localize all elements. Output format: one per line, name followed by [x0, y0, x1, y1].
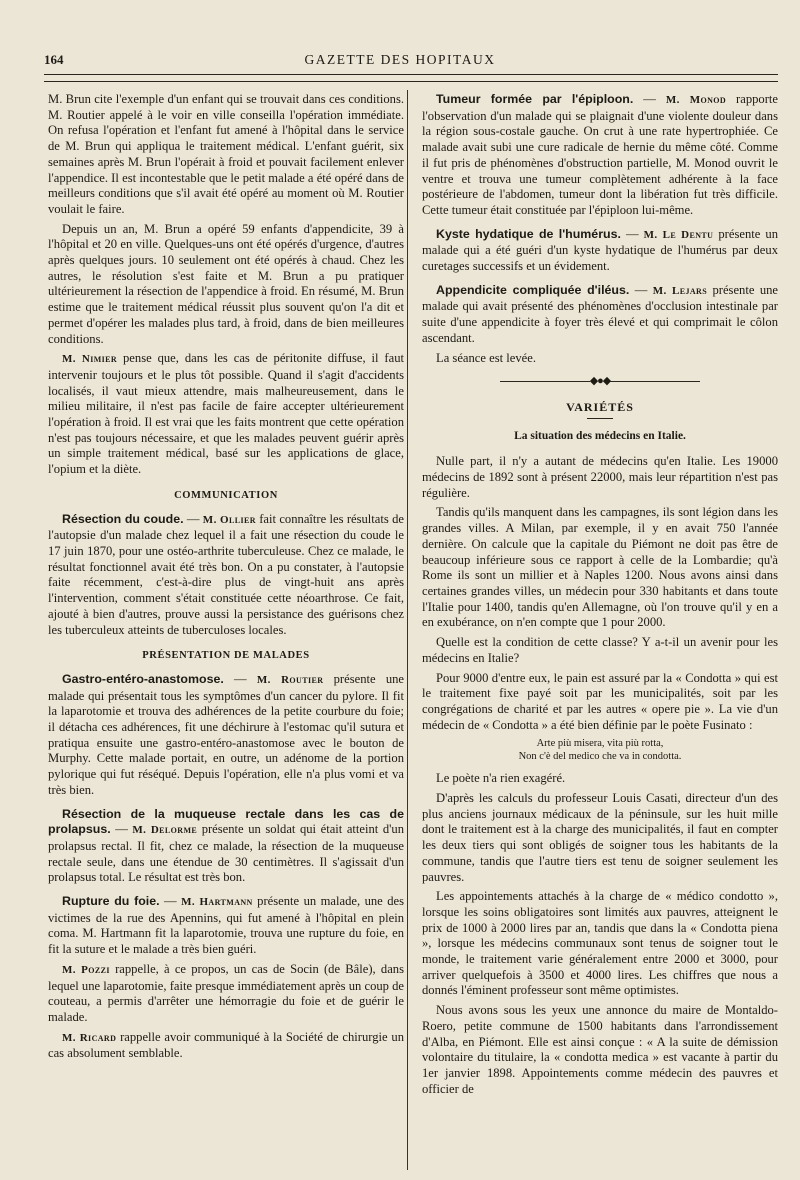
section-heading-communication: COMMUNICATION — [174, 489, 278, 501]
paragraph: Kyste hydatique de l'humérus. — M. Le Dentu présente un malade qui a été guéri d'un kyste hydatique de l'humérus par deux curetages successifs et un évidement. — [422, 226, 778, 274]
paragraph — [48, 1030, 404, 1062]
paragraph: Nous avons sous les yeux une annonce du maire de Montaldo-Roero, petite commune de 1500 habitants dans l'arrondissement d'Alba, en Piémont. Elle est ainsi conçue : « A la suite de démission volontaire du titulaire, la « condotta medica » est vacante à partir du 1er janvier 1898. Appointements comme médecin des pauvres et officier de — [422, 1003, 778, 1096]
paragraph: Depuis un an, M. Brun a opéré 59 enfants d'appendicite, 39 à l'hôpital et 20 en ville. Quelques-uns ont été opérés d'urgence, d'autres après quelques jours. 10 seulement ont été opérés à chaud. Chez les autres, le résolution s'est faite et M. Brun a pu pratiquer ultérieurement la résection de l'appendice à froid. En résumé, M. Brun estime que le traitement médical réussit plus souvent qu'on l'a dit et permet d'opérer les malades plus tard, à froid, dans de bien meilleures conditions. — [48, 221, 404, 346]
item-title: Kyste hydatique de l'humérus. — [436, 226, 621, 241]
speaker-name: M. Routier — [256, 673, 324, 686]
right-column — [422, 92, 778, 1101]
speaker-name: M. Lejars — [652, 284, 708, 297]
paragraph-text: rapporte l'observation d'un malade qui se plaignait d'une violente douleur dans la région sous-costale gauche. On crut à une rate hypertrophiée. Ce malade avait subi une cure radicale de hernie du même côté. Comme il fut pris de phénomènes d'obstruction partielle, M. Monod ouvrit le ventre et trouva une tumeur complètement adhérente à la face postérieure de l'abdomen, tumeur dont la libération fut très difficile. Cette tumeur était constituée par l'épiploon lui-même. — [422, 92, 779, 217]
paragraph: Nulle part, il n'y a autant de médecins qu'en Italie. Les 19000 médecins de 1892 sont à présent 22000, mais leur répartition n'est pas régulière. — [422, 454, 778, 500]
paragraph-text: rappelle avoir communiqué à la Société de chirurgie un cas absolument semblable. — [48, 1029, 404, 1061]
paragraph: Résection du coude. — M. Ollier fait connaître les résultats de l'autopsie d'un malade chez lequel il a fait une résection du coude le 17 juin 1870, pour une ostéo-arthrite tuberculeuse. Chez ce malade, le résultat fonctionnel avait été très bon. On a pu constater, à l'autopsie faite récemment, c'est-à-dire plus de vingt-huit ans après l'intervention, comment s'était constituée cette néoarthrose. Ce fait, ajouté à bien d'autres, prouve aussi la persistance des guérisons chez les tuberculeux atteints de tuberculoses locales. — [48, 511, 405, 637]
paragraph-text: présente une malade qui présentait tous les symptômes d'un cancer du pylore. Il fit la laparotomie et trouva des adhérences de la petite courbure du foie; il détacha ces adhérences, fit une déchirure à l'estomac qu'il sutura et pratiqua ensuite une gastro-entéro-anastomose avec le bouton de Murphy. Cette malade portait, en outre, un adénome de la portion pylorique qui fut réséqué. Depuis l'opération, elle n'a plus vomi et va très bien. — [48, 671, 404, 797]
speaker-name: M. Ollier — [202, 513, 256, 526]
speaker-name: M. Delorme — [132, 824, 198, 837]
article-subtitle: La situation des médecins en Italie. — [514, 429, 686, 442]
paragraph-text: rappelle, à ce propos, un cas de Socin (de Bâle), dans lequel une laparotomie, faite presque immédiatement après un coup de couteau, a permis d'arrêter une hémorragie du foie et de guérir le malade. — [48, 961, 405, 1024]
paragraph-text: pense que, dans les cas de péritonite diffuse, il faut intervenir toujours et le plus tôt possible. Quand il s'agit d'accidents localisés, il vaut mieux attendre, mais malheureusement, dans le milieu militaire, il n'est pas facile de faire accepter ultérieurement l'opération à froid. Il est vrai que les faits montrent que cette opération n'est pas toujours nécessaire, et que les malades peuvent guérir après un simple traitement médical, basé sur les applications de glace, l'opium et la diète. — [48, 351, 404, 477]
closing-line: La séance est levée. — [436, 350, 536, 365]
verse-quote — [422, 737, 778, 763]
running-head: GAZETTE DES HOPITAUX — [304, 52, 496, 67]
paragraph: Tandis qu'ils manquent dans les campagnes, ils sont légion dans les grandes villes. A Milan, par exemple, il y en avait 750 l'année dernière. On calcule que la capitale du Piémont ne doit pas être de beaucoup inférieure sous ce rapport à celle de la Lombardie; qu'à Rome ils sont un millier et à Naples 1200. Nous avons ainsi dans certaines grandes villes, un médecin pour 330 habitants et dans toute l'Italie pour 1400, tandis qu'en Allemagne, où l'on trouve qu'il y en a en exubérance, on n'en compte que 1 pour 2000. — [422, 505, 778, 630]
item-title: Rupture du foie. — [62, 894, 160, 909]
ornament-divider: ◆●◆ — [422, 374, 778, 390]
paragraph: Les appointements attachés à la charge de « médico condotto », lorsque les soins obligatoires sont limités aux pauvres, atteignent le prix de 1000 à 2000 lires par an, tandis que dans la « Condotta piena », lorsque les médecins communaux sont tenus de soigner tout le monde, le traitement varie généralement entre 2000 et 3000, pour arriver quelquefois à 3500 et 4000 lires. Les chiffres que nous a donnés l'éminent professeur sont même optimistes. — [422, 889, 778, 998]
paragraph-text: présente une malade qui avait présenté des phénomènes d'occlusion intestinale par suite d'une appendicite à foyer très élevé et qui comprimait le côlon ascendant. — [422, 282, 779, 345]
paragraph: M. Brun cite l'exemple d'un enfant qui se trouvait dans ces conditions. M. Routier appelé à le voir en ville conseilla l'opération immédiate. On refusa l'opération et l'enfant fut amené à l'hôpital dans le service de M. Brun qui appliqua le traitement médical. L'enfant guérit, six semaines après M. Brun l'opérait à froid et pouvait facilement enlever l'appendice. Il est incontestable que le petit malade a été opéré dans de meilleurs conditions que s'il avait été opéré au moment où M. Routier voulait le faire. — [48, 92, 404, 216]
speaker-name: M. Hartmann — [181, 896, 253, 909]
paragraph-text: présente un malade, une des victimes de la rue des Apennins, qui fut amené à l'hôpital en plein coma. M. Hartmann fit la laparotomie, trouva une rupture du foie, en fit la suture et le malade a très bien guéri. — [48, 894, 404, 957]
speaker-name: M. Nimier — [62, 353, 118, 366]
paragraph: Gastro-entéro-anastomose. — M. Routier présente une malade qui présentait tous les symptômes d'un cancer du pylore. Il fit la laparotomie et trouva des adhérences de la petite courbure du foie; il détacha ces adhérences, fit une déchirure à l'estomac qu'il sutura et pratiqua ensuite une gastro-entéro-anastomose avec le bouton de Murphy. Cette malade portait, en outre, un adénome de la portion pylorique qui fut réséqué. Depuis l'opération, elle n'a plus vomi et va très bien. — [48, 671, 404, 797]
speaker-name: M. Monod — [665, 94, 727, 106]
page-number: 164 — [44, 52, 64, 67]
verse-line: Arte più misera, vita più rotta, — [536, 738, 664, 750]
paragraph — [48, 962, 404, 1026]
paragraph — [48, 351, 404, 478]
verse-line: Non c'è del medico che va in condotta. — [518, 751, 682, 763]
paragraph: Le poète n'a rien exagéré. — [436, 771, 566, 786]
paragraph: Pour 9000 d'entre eux, le pain est assuré par la « Condotta » qui est le traitement fixe payé soit par les municipalités, soit par les congrégations de charité et par les autres « opere pie ». La vie d'un médecin de « Condotta » a été bien définie par le poète Fusinato : — [422, 670, 778, 732]
item-title: Tumeur formée par l'épiploon. — [436, 92, 634, 106]
item-title: Résection du coude. — [62, 511, 184, 526]
header-rule-top — [44, 74, 778, 75]
paragraph-text: fait connaître les résultats de l'autopsie d'un malade chez lequel il a fait une résection du coude le 17 juin 1870, pour une ostéo-arthrite tuberculeuse. Chez ce malade, le résultat fonctionnel avait été très bon. On a pu constater, à l'autopsie faite récemment, c'est-à-dire plus de vingt-huit ans après l'intervention, comment s'était constituée cette néoarthrose. Ce fait, ajouté à bien d'autres, prouve aussi la persistance des guérisons chez les tuberculeux atteints de tuberculoses locales. — [48, 511, 405, 637]
item-title: Résection de la muqueuse rectale dans les cas de prolapsus. — [48, 806, 404, 837]
paragraph: Quelle est la condition de cette classe? Y a-t-il un avenir pour les médecins en Italie? — [422, 635, 778, 665]
paragraph-text: présente un soldat qui était atteint d'un prolapsus rectal. Il fit, chez ce malade, la résection de la muqueuse rectale seule, dans une étendue de 30 centimètres. Il s'agissait d'un prolapsus total. Le résultat est très bon. — [48, 822, 405, 885]
section-heading-presentation: PRÉSENTATION DE MALADES — [142, 650, 310, 662]
paragraph-text: présente un malade qui a été guéri d'un kyste hydatique de l'humérus par deux curetages successifs et un évidement. — [422, 226, 778, 274]
short-rule — [587, 418, 613, 419]
paragraph: Tumeur formée par l'épiploon. — M. Monod rapporte l'observation d'un malade qui se plaignait d'une violente douleur dans la région sous-costale gauche. On crut à une rate hypertrophiée. Ce malade avait subi une cure radicale de hernie du même côté. Comme il fut pris de phénomènes d'obstruction partielle, M. Monod ouvrit le ventre et trouva une tumeur complètement adhérente à la face postérieure de l'abdomen, tumeur dont la libération fut très difficile. Cette tumeur était constituée par l'épiploon lui-même. — [422, 92, 779, 217]
left-column — [48, 92, 404, 1066]
paragraph: Résection de la muqueuse rectale dans les cas de prolapsus. — M. Delorme présente un soldat qui était atteint d'un prolapsus rectal. Il fit, chez ce malade, la résection de la muqueuse rectale seule, dans une étendue de 30 centimètres. Il s'agissait d'un prolapsus total. Le résultat est très bon. — [48, 806, 405, 885]
paragraph: Rupture du foie. — M. Hartmann présente un malade, une des victimes de la rue des Apennins, qui fut amené à l'hôpital en plein coma. M. Hartmann fit la laparotomie, trouva une rupture du foie, en fit la suture et le malade a très bien guéri. — [48, 894, 404, 957]
column-divider — [407, 90, 408, 1170]
header-rule-bottom — [44, 81, 778, 82]
speaker-name: M. Pozzi — [62, 963, 110, 976]
paragraph: D'après les calculs du professeur Louis Casati, directeur d'un des plus anciens journaux médicaux de la péninsule, sur les huit mille dont le traitement est à la charge des municipalités, il faut en compter les deux tiers qui sont obligés de soigner tous les habitants de la commune, tandis que l'autre tiers est tenu de soigner seulement les pauvres. — [422, 791, 778, 884]
section-heading-varietes: VARIÉTÉS — [566, 399, 634, 414]
paragraph: Appendicite compliquée d'iléus. — M. Lejars présente une malade qui avait présenté des phénomènes d'occlusion intestinale par suite d'une appendicite à foyer très élevé et qui comprimait le côlon ascendant. — [422, 282, 779, 345]
item-title: Appendicite compliquée d'iléus. — [436, 282, 630, 297]
speaker-name: M. Le Dentu — [643, 228, 714, 241]
item-title: Gastro-entéro-anastomose. — [62, 671, 224, 686]
speaker-name: M. Ricard — [62, 1031, 117, 1044]
